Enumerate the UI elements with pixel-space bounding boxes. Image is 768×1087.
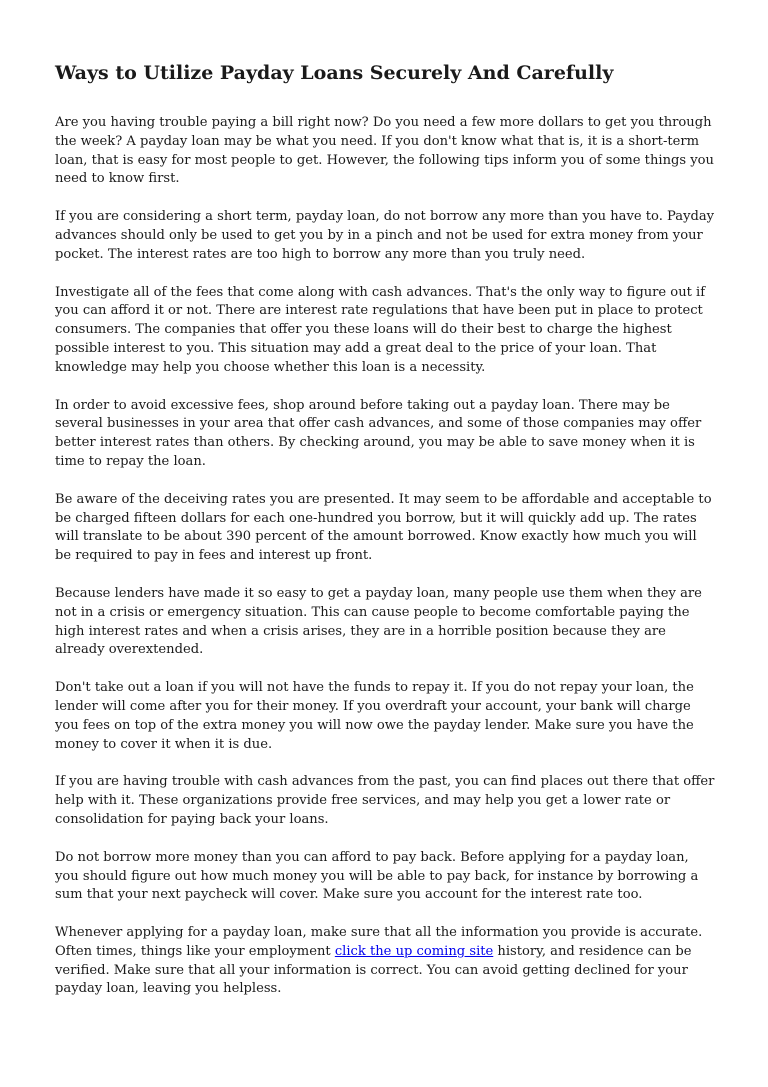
paragraph-4: In order to avoid excessive fees, shop around before taking out a payday loan. There may be several businesses in your area that offer cash advances, and some of those companies may offer better interest rates than others. By checking around, you may be able to save money when it is time to repay the loan. (55, 397, 702, 469)
paragraph-8: If you are having trouble with cash advances from the past, you can find places out there that offer help with it. These organizations provide free services, and may help you get a lower rate or consolidation for paying back your loans. (55, 774, 715, 827)
paragraph-10 (55, 924, 715, 999)
paragraph-3: Investigate all of the fees that come along with cash advances. That's the only way to figure out if you can afford it or not. There are interest rate regulations that have been put in place to protect consumers. The companies that offer you these loans will do their best to charge the highest possible interest to you. This situation may add a great deal to the price of your loan. That knowledge may help you choose whether this loan is a necessity. (55, 284, 706, 375)
paragraph-7: Don't take out a loan if you will not have the funds to repay it. If you do not repay your loan, the lender will come after you for their money. If you overdraft your account, your bank will charge you fees on top of the extra money you will now owe the payday lender. Make sure you have the money to cover it when it is due. (55, 680, 694, 752)
paragraph-10-text-after-link: history, and residence can be verified. Make sure that all your information is correct. You can avoid getting declined for your payday loan, leaving you helpless. (55, 943, 692, 997)
paragraph-9: Do not borrow more money than you can afford to pay back. Before applying for a payday loan, you should figure out how much money you will be able to pay back, for instance by borrowing a sum that your next paycheck will cover. Make sure you account for the interest rate too. (55, 849, 699, 903)
document-body (55, 114, 715, 999)
document-title: Ways to Utilize Payday Loans Securely And Carefully (55, 62, 614, 84)
document-page (55, 58, 715, 1018)
paragraph-6: Because lenders have made it so easy to get a payday loan, many people use them when they are not in a crisis or emergency situation. This can cause people to become comfortable paying the high interest rates and when a crisis arises, they are in a horrible position because they are already overextended. (55, 585, 702, 658)
paragraph-5: Be aware of the deceiving rates you are presented. It may seem to be affordable and acceptable to be charged fifteen dollars for each one-hundred you borrow, but it will quickly add up. The rates will translate to be about 390 percent of the amount borrowed. Know exactly how much you will be required to pay in fees and interest up front. (55, 491, 712, 564)
paragraph-1: Are you having trouble paying a bill right now? Do you need a few more dollars to get you through the week? A payday loan may be what you need. If you don't know what that is, it is a short-term loan, that is easy for most people to get. However, the following tips inform you of some things you need to know first. (55, 115, 714, 187)
paragraph-10-text-before-link: Whenever applying for a payday loan, make sure that all the information you provide is accurate. Often times, things like your employment (55, 925, 703, 959)
employment-link[interactable]: click the up coming site (334, 943, 494, 959)
paragraph-2: If you are considering a short term, payday loan, do not borrow any more than you have to. Payday advances should only be used to get you by in a pinch and not be used for extra money from your pocket. The interest rates are too high to borrow any more than you truly need. (55, 209, 715, 262)
